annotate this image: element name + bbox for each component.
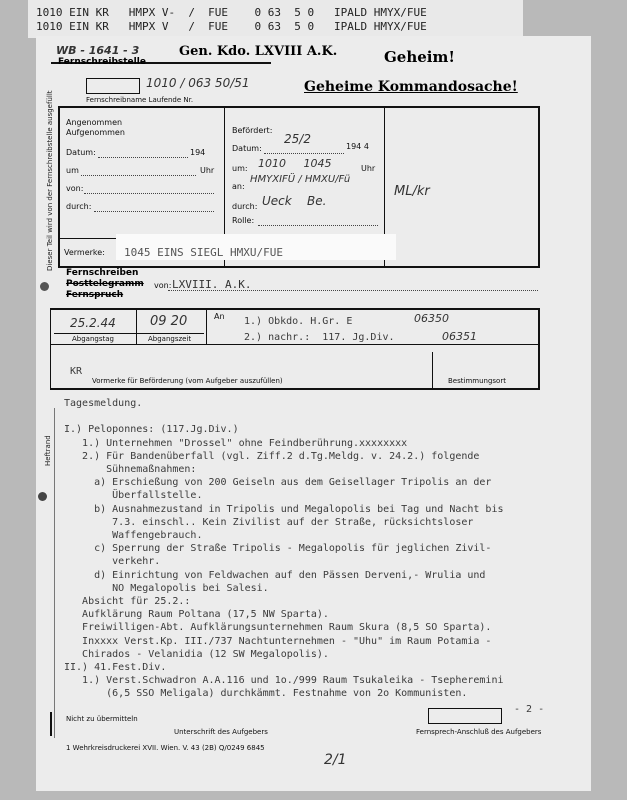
recipient-1: 1.) Obkdo. H.Gr. E — [244, 316, 353, 327]
forwarded-datum-label: Datum: — [232, 144, 262, 153]
abgangstag-label: Abgangstag — [72, 335, 114, 343]
forwarded-durch-label: durch: — [232, 202, 258, 211]
vermerke-value: 1045 EINS SIEGL HMXU/FUE — [124, 246, 283, 259]
abgangszeit-label: Abgangszeit — [148, 335, 192, 343]
teleprinter-strip — [28, 0, 523, 38]
stamp-geheime-kommandosache: Geheime Kommandosache! — [304, 79, 518, 95]
page-marker: - 2 - — [514, 704, 545, 715]
abgangszeit-value: 09 20 — [150, 314, 188, 329]
body-line: 2.) Für Bandenüberfall (vgl. Ziff.2 d.Tg.Meldg. v. 24.2.) folgende — [64, 450, 480, 462]
angenommen-label: Angenommen — [66, 118, 123, 127]
bestimmungsort-label: Bestimmungsort — [448, 377, 506, 385]
received-year: 194 — [190, 148, 206, 157]
fernschreib-number: 1010 / 063 50/51 — [146, 76, 250, 90]
fernschreibstelle-side-note: Dieser Teil wird von der Fernschreibstelle ausgefüllt — [46, 90, 54, 271]
body-line: I.) Peloponnes: (117.Jg.Div.) — [64, 424, 239, 436]
body-line: Überfallstelle. — [64, 490, 203, 502]
body-line: 7.3. einschl.. Kein Zivilist auf der Straße, rücksichtsloser — [64, 516, 474, 528]
body-line: 1.) Unternehmen "Drossel" ohne Feindberührung.xxxxxxxx — [64, 437, 408, 449]
received-von-label: von: — [66, 184, 84, 193]
forwarded-um-value: 1010 1045 — [258, 157, 332, 170]
body-line: Sühnemaßnahmen: — [64, 464, 197, 475]
befoerdert-label: Befördert: — [232, 126, 273, 135]
forwarded-an-value: HMYXIFÜ / HMXU/Fü — [250, 174, 351, 185]
handwritten-initials: ML/kr — [394, 184, 430, 199]
received-um-label: um — [66, 166, 79, 175]
strip-line-1: 1010 EIN KR HMPX V- / FUE 0 63 5 0 IPALD HMYX/FUE — [36, 6, 427, 19]
punch-hole — [38, 492, 47, 501]
body-line: Chirados - Velanidia (12 SW Megalopolis). — [64, 648, 329, 660]
forwarded-datum-value: 25/2 — [284, 132, 311, 146]
forwarded-rolle-label: Rolle: — [232, 216, 255, 225]
abgangstag-value: 25.2.44 — [70, 316, 116, 330]
recipient-2-number: 06351 — [442, 330, 477, 343]
recipient-2: 2.) nachr.: 117. Jg.Div. — [244, 332, 395, 343]
received-uhr: Uhr — [200, 166, 215, 175]
received-datum-label: Datum: — [66, 148, 96, 157]
forwarded-durch-value: Ueck Be. — [262, 194, 327, 208]
heftrand-label: Heftrand — [44, 435, 52, 466]
punch-hole — [40, 282, 49, 291]
body-line: a) Erschießung von 200 Geiseln aus dem Geisellager Tripolis an der — [64, 477, 492, 489]
body-line: Inxxxx Verst.Kp. III./737 Nachtunternehmen - "Uhu" im Raum Potamia - — [64, 635, 492, 647]
recipient-1-number: 06350 — [414, 312, 449, 325]
received-durch-label: durch: — [66, 202, 92, 211]
forwarded-an-label: an: — [232, 182, 245, 191]
kr-marker: KR — [70, 366, 83, 377]
vermerke-label: Vermerke: — [64, 248, 105, 257]
body-line: d) Einrichtung von Feldwachen auf den Pässen Derveni,- Wrulia und — [64, 569, 486, 581]
type-fernspruch: Fernspruch — [66, 290, 124, 300]
body-line: Aufklärung Raum Poltana (17,5 NW Sparta). — [64, 609, 329, 621]
fernsprech-label: Fernsprech-Anschluß des Aufgebers — [416, 728, 542, 736]
fernschreibname-label: Fernschreibname Laufende Nr. — [86, 96, 194, 104]
von-label: von: — [154, 281, 172, 290]
aufgenommen-label: Aufgenommen — [66, 128, 125, 137]
fernsprech-box — [428, 708, 502, 724]
printer-imprint: 1 Wehrkreisdruckerei XVII. Wien. V. 43 (2B) Q/0249 6845 — [66, 744, 265, 752]
type-fernschreiben: Fernschreiben — [66, 268, 139, 278]
type-posttelegramm: Posttelegramm — [66, 279, 144, 289]
body-line: Absicht für 25.2.: — [64, 596, 191, 607]
body-line: (6,5 SSO Meligala) durchkämmt. Festnahme von 2o Kommunisten. — [64, 688, 468, 700]
body-line: Tagesmeldung. — [64, 398, 143, 409]
body-line: Waffengebrauch. — [64, 530, 203, 541]
body-line: II.) 41.Fest.Div. — [64, 662, 167, 673]
forwarded-year: 194 4 — [346, 142, 369, 151]
vormerke-label: Vormerke für Beförderung (vom Aufgeber auszufüllen) — [92, 377, 283, 385]
nicht-uebermitteln-label: Nicht zu übermitteln — [66, 715, 138, 723]
forwarded-um-label: um: — [232, 164, 248, 173]
forwarded-uhr: Uhr — [361, 164, 376, 173]
fernschreibname-box — [86, 78, 140, 94]
fernschreibstelle-label: Fernschreibstelle — [58, 57, 146, 67]
von-value: LXVIII. A.K. — [172, 278, 252, 291]
reference-number: WB - 1641 - 3 — [56, 44, 140, 57]
body-line: 1.) Verst.Schwadron A.A.116 und 1o./999 Raum Tsukaleika - Tsepheremini — [64, 675, 504, 687]
handwritten-page-number: 2/1 — [324, 752, 347, 768]
body-line: NO Megalopolis bei Salesi. — [64, 582, 269, 594]
body-line: verkehr. — [64, 556, 161, 568]
body-line: Freiwilligen-Abt. Aufklärungsunternehmen Raum Skura (8,5 SO Sparta). — [64, 622, 492, 634]
unterschrift-label: Unterschrift des Aufgebers — [174, 728, 268, 736]
strip-line-2: 1010 EIN KR HMPX V / FUE 0 63 5 0 IPALD HMYX/FUE — [36, 20, 427, 33]
teleprinter-form — [36, 36, 591, 791]
gen-kdo-header: Gen. Kdo. LXVIII A.K. — [179, 44, 338, 59]
stamp-geheim: Geheim! — [384, 48, 455, 66]
an-label: An — [214, 312, 225, 321]
body-line: b) Ausnahmezustand in Tripolis und Megalopolis bei Tag und Nacht bis — [64, 503, 504, 515]
body-line: c) Sperrung der Straße Tripolis - Megalopolis für jeglichen Zivil- — [64, 543, 492, 555]
